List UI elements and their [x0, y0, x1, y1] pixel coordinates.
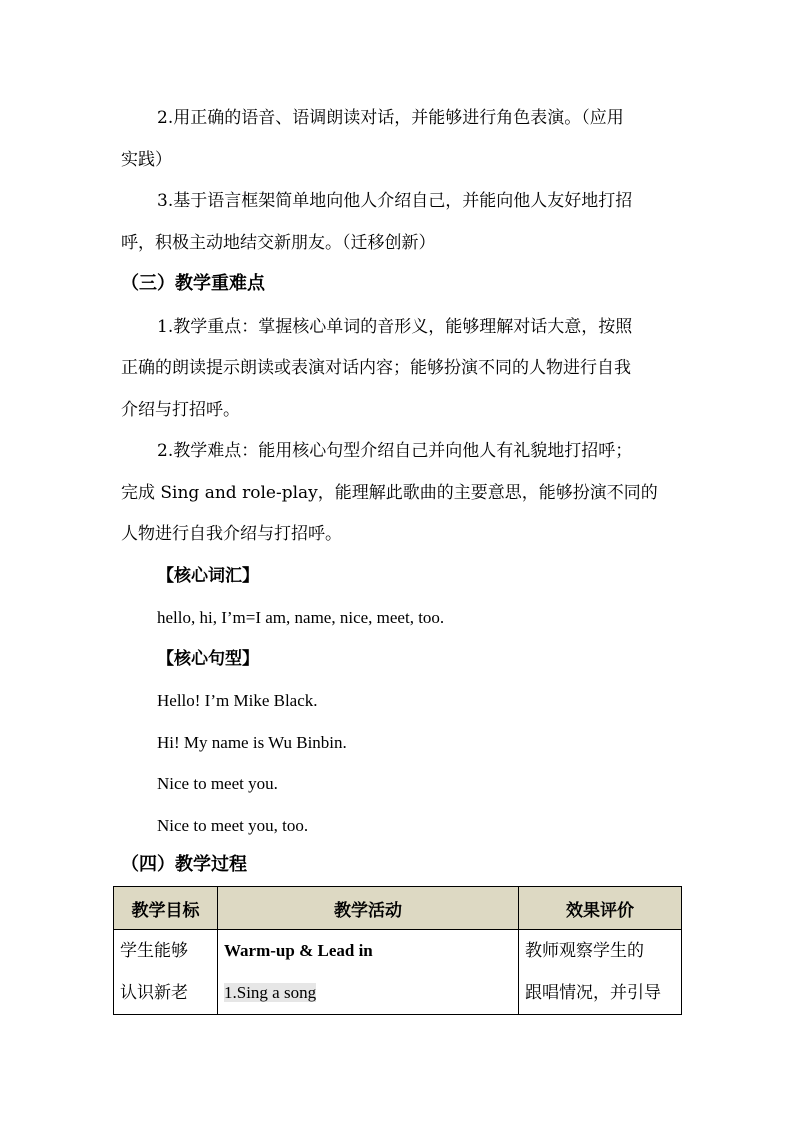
goal-line-2: 认识新老 [120, 983, 188, 1003]
evaluation-line-1: 教师观察学生的 [525, 941, 644, 961]
difficulty-line-3: 人物进行自我介绍与打招呼。 [121, 524, 342, 544]
cell-evaluation [519, 930, 682, 1015]
pattern-4: Nice to meet you, too. [157, 816, 309, 835]
core-vocabulary-title: 【核心词汇】 [157, 566, 259, 586]
objective-3-line-2: 呼，积极主动地结交新朋友。（迁移创新） [121, 233, 436, 253]
activity-item: 1.Sing a song [224, 983, 317, 1002]
header-activity: 教学活动 [218, 887, 519, 930]
core-patterns-title: 【核心句型】 [157, 649, 259, 669]
section-4-heading: （四）教学过程 [121, 854, 247, 875]
evaluation-line-2: 跟唱情况，并引导 [525, 983, 661, 1003]
cell-activity [218, 930, 519, 1015]
table-header-row [114, 887, 682, 930]
table-row [114, 930, 682, 1015]
pattern-2: Hi! My name is Wu Binbin. [157, 733, 347, 752]
teaching-process-table [113, 886, 682, 1015]
key-point-line-1: 1.教学重点：掌握核心单词的音形义，能够理解对话大意，按照 [157, 317, 633, 337]
objective-3-line-1: 3.基于语言框架简单地向他人介绍自己，并能向他人友好地打招 [157, 191, 633, 211]
section-3-heading: （三）教学重难点 [121, 273, 265, 294]
activity-title: Warm-up & Lead in [224, 941, 373, 960]
pattern-1: Hello! I’m Mike Black. [157, 691, 318, 710]
cell-goal [114, 930, 218, 1015]
objective-2-line-2: 实践） [121, 150, 172, 170]
objective-2-line-1: 2.用正确的语音、语调朗读对话，并能够进行角色表演。（应用 [157, 108, 624, 128]
difficulty-line-2: 完成 Sing and role-play，能理解此歌曲的主要意思，能够扮演不同的 [121, 483, 658, 503]
goal-line-1: 学生能够 [120, 941, 188, 961]
core-vocabulary: hello, hi, I’m=I am, name, nice, meet, too. [157, 608, 445, 627]
header-evaluation: 效果评价 [519, 887, 682, 930]
key-point-line-3: 介绍与打招呼。 [121, 400, 240, 420]
difficulty-line-1: 2.教学难点：能用核心句型介绍自己并向他人有礼貌地打招呼； [157, 441, 633, 461]
pattern-3: Nice to meet you. [157, 774, 278, 793]
key-point-line-2: 正确的朗读提示朗读或表演对话内容；能够扮演不同的人物进行自我 [121, 358, 631, 378]
header-goal: 教学目标 [114, 887, 218, 930]
